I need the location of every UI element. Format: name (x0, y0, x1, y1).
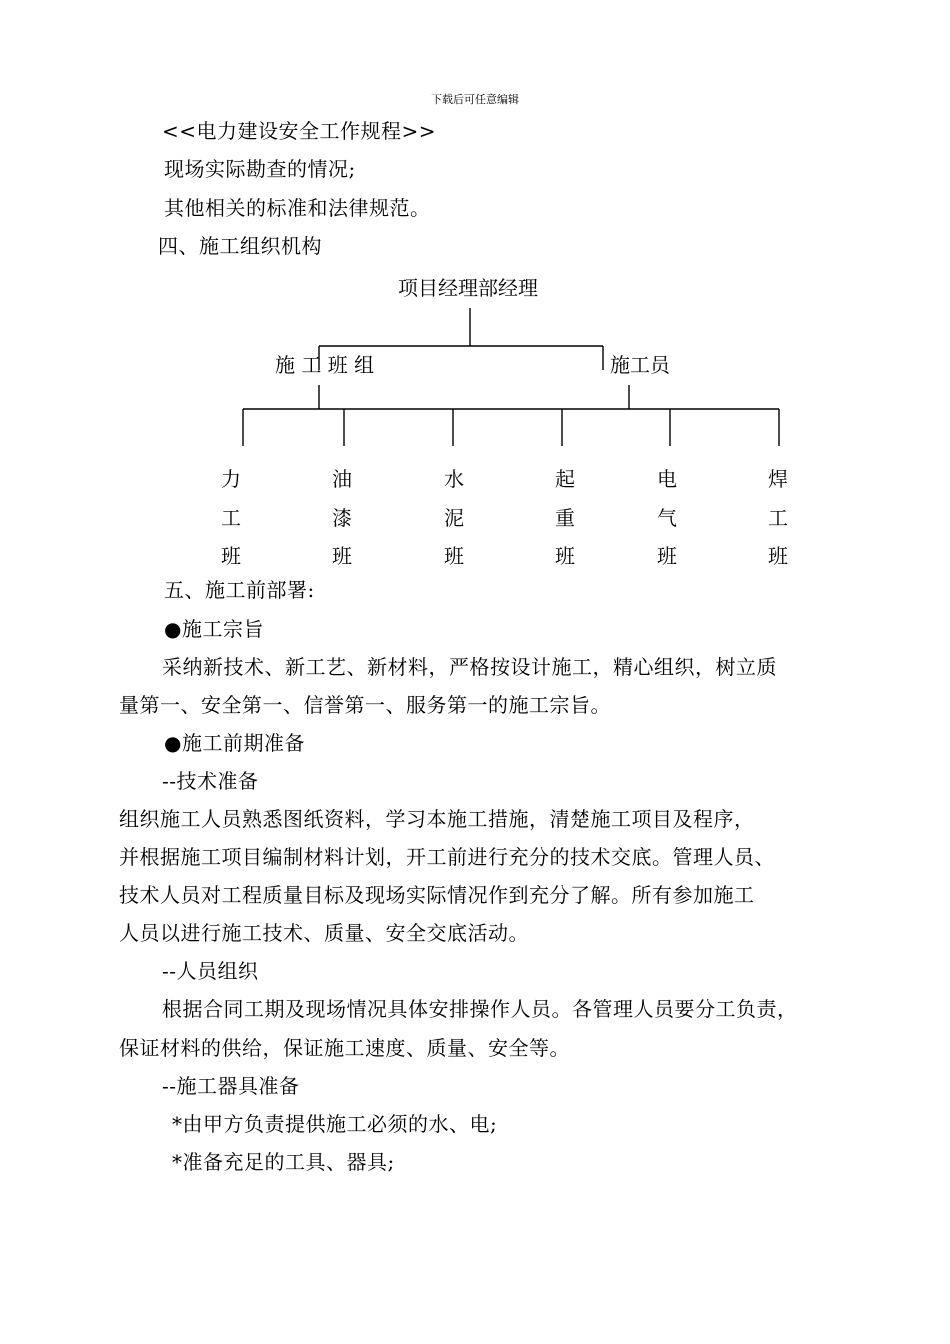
text-line: <<电力建设安全工作规程>> (162, 119, 437, 143)
sub-heading: --施工器具准备 (162, 1074, 300, 1098)
paragraph-line: 人员以进行施工技术、质量、安全交底活动。 (119, 921, 529, 945)
team-char: 班 (657, 544, 677, 568)
list-item: *由甲方负责提供施工必须的水、电; (172, 1112, 498, 1136)
org-node-worker: 施工员 (610, 353, 670, 377)
team-char: 工 (768, 506, 788, 530)
paragraph-line: 根据合同工期及现场情况具体安排操作人员。各管理人员要分工负责， (162, 997, 798, 1021)
team-char: 电 (657, 467, 677, 491)
org-node-team: 施 工 班 组 (275, 353, 375, 377)
paragraph-line: 技术人员对工程质量目标及现场实际情况作到充分了解。所有参加施工 (119, 883, 755, 907)
team-char: 气 (657, 506, 677, 530)
paragraph-line: 组织施工人员熟悉图纸资料，学习本施工措施，清楚施工项目及程序， (119, 807, 755, 831)
paragraph-line: 量第一、安全第一、信誉第一、服务第一的施工宗旨。 (119, 693, 611, 717)
team-char: 泥 (444, 506, 464, 530)
team-char: 水 (444, 467, 464, 491)
team-char: 重 (555, 506, 575, 530)
team-char: 工 (221, 506, 241, 530)
list-item: *准备充足的工具、器具; (172, 1150, 395, 1174)
paragraph-line: 并根据施工项目编制材料计划，开工前进行充分的技术交底。管理人员、 (119, 845, 775, 869)
team-char: 班 (444, 544, 464, 568)
paragraph-line: 采纳新技术、新工艺、新材料，严格按设计施工，精心组织，树立质 (162, 655, 777, 679)
team-char: 班 (332, 544, 352, 568)
team-char: 起 (555, 467, 575, 491)
section-heading: 五、施工前部署: (164, 578, 315, 602)
section-heading: 四、施工组织机构 (158, 234, 322, 258)
team-char: 漆 (332, 506, 352, 530)
page-header: 下载后可任意编辑 (431, 93, 519, 106)
team-char: 力 (221, 467, 241, 491)
team-char: 焊 (768, 467, 788, 491)
bullet-heading: ●施工前期准备 (164, 731, 305, 755)
paragraph-line: 保证材料的供给，保证施工速度、质量、安全等。 (119, 1036, 570, 1060)
team-char: 油 (332, 467, 352, 491)
org-root-node: 项目经理部经理 (398, 276, 538, 300)
text-line: 其他相关的标准和法律规范。 (164, 196, 431, 220)
bullet-heading: ●施工宗旨 (164, 617, 264, 641)
text-line: 现场实际勘查的情况; (164, 157, 356, 181)
team-char: 班 (555, 544, 575, 568)
team-char: 班 (768, 544, 788, 568)
sub-heading: --技术准备 (162, 769, 259, 793)
sub-heading: --人员组织 (162, 959, 259, 983)
team-char: 班 (221, 544, 241, 568)
